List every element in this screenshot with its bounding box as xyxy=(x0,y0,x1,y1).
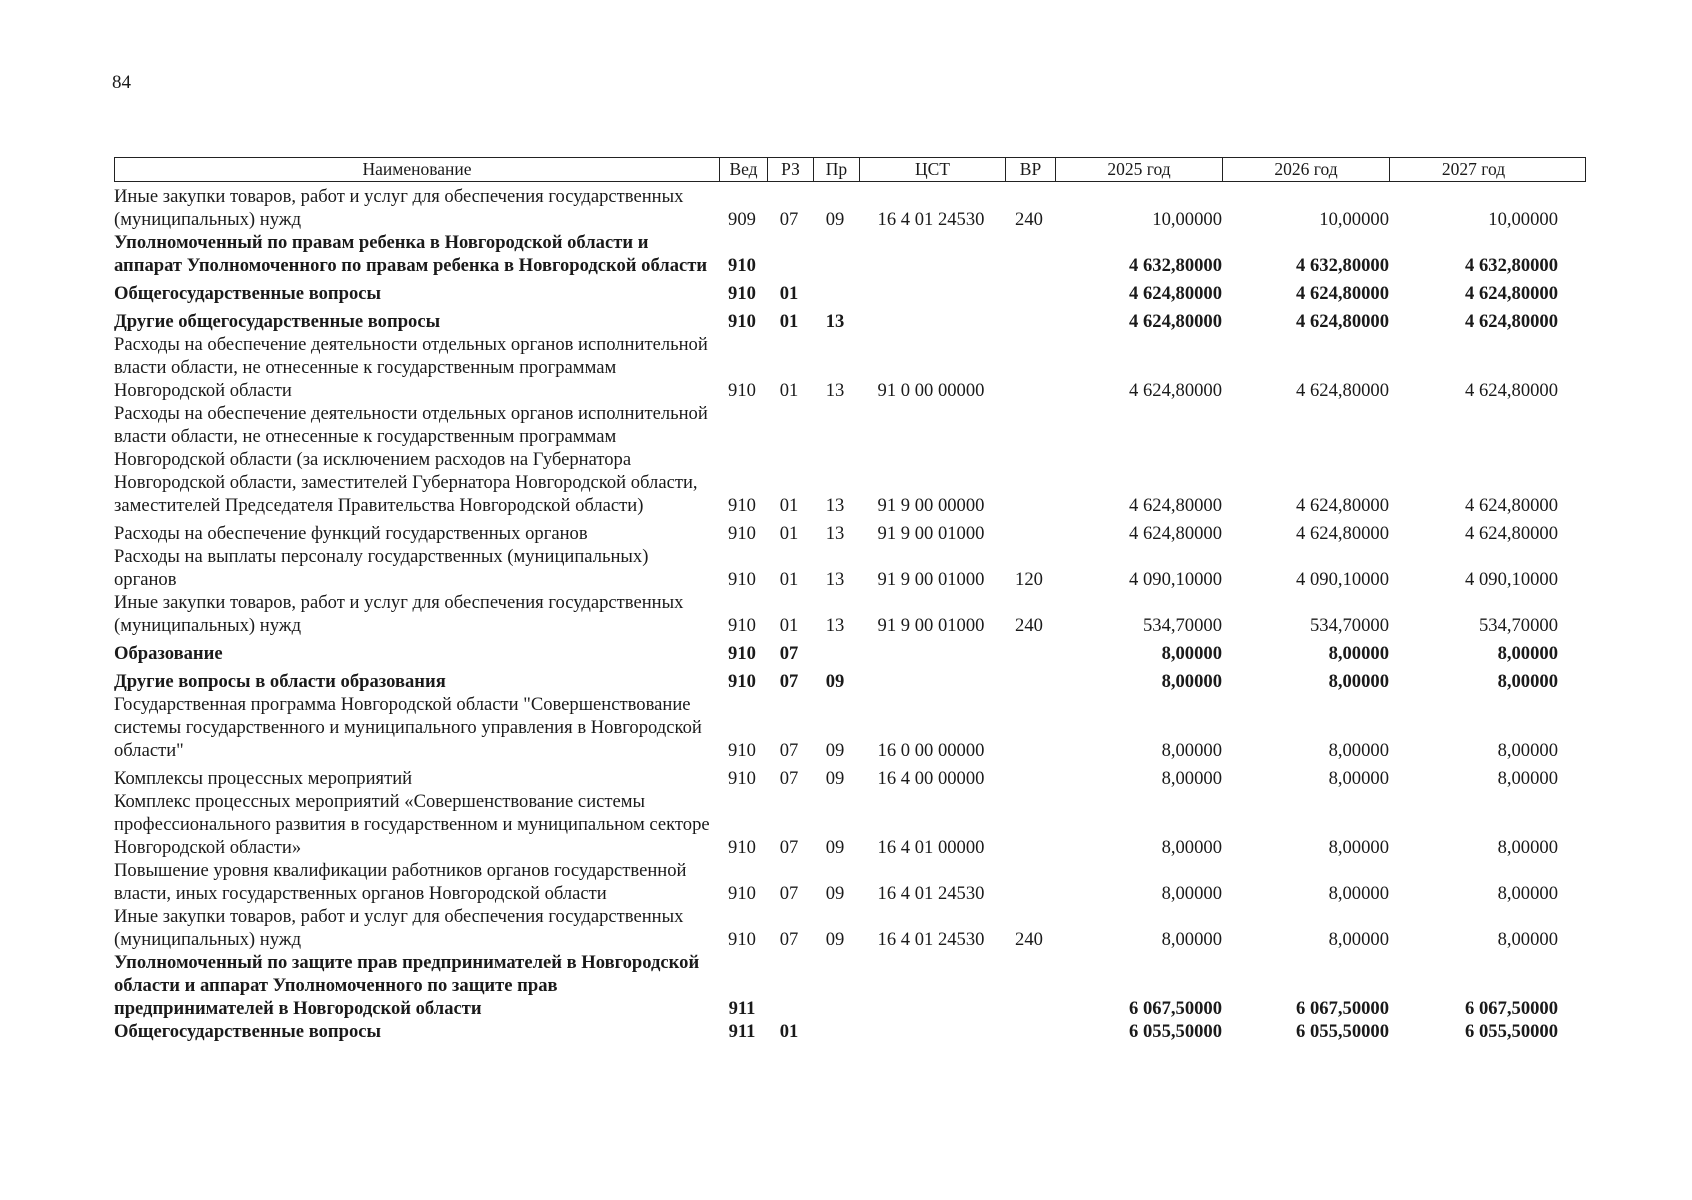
row-2027: 8,00000 xyxy=(1497,837,1558,858)
row-ved: 910 xyxy=(728,255,756,276)
row-2025: 4 624,80000 xyxy=(1129,523,1222,544)
row-2026: 8,00000 xyxy=(1328,883,1389,904)
row-ved: 910 xyxy=(728,283,756,304)
row-rz: 07 xyxy=(779,768,799,789)
row-vr: 240 xyxy=(1015,615,1043,636)
row-2027: 4 624,80000 xyxy=(1465,380,1558,401)
row-vr: 240 xyxy=(1015,209,1043,230)
row-ved: 910 xyxy=(728,740,756,761)
row-2026: 8,00000 xyxy=(1328,929,1389,950)
table-row xyxy=(114,402,1588,517)
row-name: Уполномоченный по защите прав предпринимателей в Новгородской области и аппарат Уполномоченного по защите прав предпринимателей в Новгородской области xyxy=(114,952,700,1019)
row-vr: 240 xyxy=(1015,929,1043,950)
table-row xyxy=(114,790,1588,859)
row-vr: 120 xyxy=(1015,569,1043,590)
table-body xyxy=(114,185,1588,1043)
row-name: Иные закупки товаров, работ и услуг для обеспечения государственных (муниципальных) нужд xyxy=(114,906,684,950)
table-row xyxy=(114,333,1588,402)
row-cst: 91 9 00 01000 xyxy=(877,615,985,636)
row-name: Общегосударственные вопросы xyxy=(114,283,382,304)
row-2026: 4 624,80000 xyxy=(1296,523,1389,544)
row-2025: 8,00000 xyxy=(1161,883,1222,904)
row-2027: 8,00000 xyxy=(1497,740,1558,761)
row-name: Общегосударственные вопросы xyxy=(114,1021,382,1042)
row-rz: 07 xyxy=(779,209,799,230)
row-rz: 01 xyxy=(779,523,799,544)
row-name: Другие общегосударственные вопросы xyxy=(114,311,441,332)
row-ved: 910 xyxy=(728,929,756,950)
row-ved: 910 xyxy=(728,615,756,636)
row-2025: 4 624,80000 xyxy=(1129,283,1222,304)
row-2026: 8,00000 xyxy=(1328,740,1389,761)
row-ved: 911 xyxy=(728,1021,756,1042)
table-row xyxy=(114,693,1588,762)
row-2026: 8,00000 xyxy=(1328,768,1389,789)
row-2025: 10,00000 xyxy=(1152,209,1222,230)
row-2026: 6 055,50000 xyxy=(1296,1021,1389,1042)
row-name: Комплекс процессных мероприятий «Совершенствование системы профессионального развития в государственном и муниципальном секторе Новгородской области» xyxy=(114,791,710,858)
header-rz: РЗ xyxy=(767,158,813,181)
row-name: Уполномоченный по правам ребенка в Новгородской области и аппарат Уполномоченного по правам ребенка в Новгородской области xyxy=(114,232,708,276)
row-2026: 8,00000 xyxy=(1328,643,1389,664)
row-name: Расходы на обеспечение функций государственных органов xyxy=(114,523,588,544)
row-pr: 13 xyxy=(825,495,845,516)
row-2025: 8,00000 xyxy=(1161,671,1222,692)
row-name: Повышение уровня квалификации работников органов государственной власти, иных государственных органов Новгородской области xyxy=(114,860,687,904)
row-ved: 910 xyxy=(728,768,756,789)
row-2026: 534,70000 xyxy=(1309,615,1389,636)
row-ved: 910 xyxy=(728,643,756,664)
row-2026: 10,00000 xyxy=(1319,209,1389,230)
table-header xyxy=(114,157,1586,182)
row-2026: 4 624,80000 xyxy=(1296,380,1389,401)
row-2025: 534,70000 xyxy=(1142,615,1222,636)
row-2027: 4 632,80000 xyxy=(1465,255,1558,276)
row-rz: 01 xyxy=(779,1021,799,1042)
row-2027: 8,00000 xyxy=(1497,768,1558,789)
row-cst: 16 4 01 24530 xyxy=(877,929,985,950)
row-pr: 09 xyxy=(825,768,845,789)
row-2026: 6 067,50000 xyxy=(1296,998,1389,1019)
header-pr: Пр xyxy=(813,158,859,181)
row-2027: 6 055,50000 xyxy=(1465,1021,1558,1042)
row-name: Другие вопросы в области образования xyxy=(114,671,446,692)
row-name: Иные закупки товаров, работ и услуг для обеспечения государственных (муниципальных) нужд xyxy=(114,186,684,230)
row-2026: 4 624,80000 xyxy=(1296,495,1389,516)
row-rz: 07 xyxy=(779,929,799,950)
row-name: Иные закупки товаров, работ и услуг для обеспечения государственных (муниципальных) нужд xyxy=(114,592,684,636)
row-rz: 01 xyxy=(779,569,799,590)
row-2025: 8,00000 xyxy=(1161,768,1222,789)
row-cst: 91 0 00 00000 xyxy=(877,380,985,401)
row-cst: 16 4 01 24530 xyxy=(877,209,985,230)
row-2025: 4 632,80000 xyxy=(1129,255,1222,276)
table-row xyxy=(114,859,1588,905)
row-ved: 910 xyxy=(728,523,756,544)
header-2027: 2027 год xyxy=(1389,158,1557,181)
table-row xyxy=(114,642,1588,665)
row-rz: 07 xyxy=(779,671,799,692)
header-name: Наименование xyxy=(362,158,472,179)
table-row xyxy=(114,231,1588,277)
row-2026: 4 624,80000 xyxy=(1296,311,1389,332)
row-rz: 01 xyxy=(779,380,799,401)
row-ved: 911 xyxy=(728,998,756,1019)
table-row xyxy=(114,185,1588,231)
page-number: 84 xyxy=(112,72,131,93)
row-cst: 16 4 01 24530 xyxy=(877,883,985,904)
row-2025: 8,00000 xyxy=(1161,837,1222,858)
row-ved: 910 xyxy=(728,569,756,590)
header-2025: 2025 год xyxy=(1055,158,1222,181)
row-2027: 6 067,50000 xyxy=(1465,998,1558,1019)
row-2027: 10,00000 xyxy=(1488,209,1558,230)
row-cst: 16 0 00 00000 xyxy=(877,740,985,761)
row-name: Комплексы процессных мероприятий xyxy=(114,768,413,789)
row-name: Государственная программа Новгородской области "Совершенствование системы государственного и муниципального управления в Новгородской области" xyxy=(114,694,702,761)
row-2025: 4 624,80000 xyxy=(1129,495,1222,516)
row-ved: 910 xyxy=(728,495,756,516)
row-2027: 8,00000 xyxy=(1497,643,1558,664)
row-rz: 07 xyxy=(779,837,799,858)
table-row xyxy=(114,767,1588,790)
row-2026: 8,00000 xyxy=(1328,837,1389,858)
row-pr: 09 xyxy=(825,671,845,692)
row-2027: 8,00000 xyxy=(1497,671,1558,692)
table-row xyxy=(114,545,1588,591)
row-2025: 4 090,10000 xyxy=(1129,569,1222,590)
row-2027: 4 624,80000 xyxy=(1465,311,1558,332)
row-2027: 4 624,80000 xyxy=(1465,495,1558,516)
row-2025: 4 624,80000 xyxy=(1129,380,1222,401)
row-2027: 8,00000 xyxy=(1497,929,1558,950)
row-pr: 13 xyxy=(825,569,845,590)
row-2025: 6 067,50000 xyxy=(1129,998,1222,1019)
row-pr: 09 xyxy=(825,740,845,761)
row-2025: 8,00000 xyxy=(1161,929,1222,950)
row-ved: 910 xyxy=(728,380,756,401)
row-ved: 910 xyxy=(728,311,756,332)
row-rz: 01 xyxy=(779,615,799,636)
header-2026: 2026 год xyxy=(1222,158,1389,181)
row-rz: 07 xyxy=(779,643,799,664)
row-pr: 09 xyxy=(825,209,845,230)
table-row xyxy=(114,905,1588,951)
table-row xyxy=(114,282,1588,305)
row-rz: 01 xyxy=(779,283,799,304)
row-pr: 13 xyxy=(825,523,845,544)
row-ved: 910 xyxy=(728,883,756,904)
table-row xyxy=(114,591,1588,637)
header-cst: ЦСТ xyxy=(859,158,1005,181)
row-2027: 4 624,80000 xyxy=(1465,523,1558,544)
row-cst: 91 9 00 01000 xyxy=(877,523,985,544)
table-row xyxy=(114,670,1588,693)
row-2025: 4 624,80000 xyxy=(1129,311,1222,332)
row-name: Расходы на выплаты персоналу государственных (муниципальных) органов xyxy=(114,546,649,590)
row-pr: 09 xyxy=(825,883,845,904)
row-rz: 01 xyxy=(779,495,799,516)
row-2025: 8,00000 xyxy=(1161,643,1222,664)
row-rz: 07 xyxy=(779,740,799,761)
row-pr: 09 xyxy=(825,929,845,950)
row-pr: 13 xyxy=(825,311,845,332)
row-rz: 01 xyxy=(779,311,799,332)
table-row xyxy=(114,310,1588,333)
row-2025: 8,00000 xyxy=(1161,740,1222,761)
row-2026: 4 632,80000 xyxy=(1296,255,1389,276)
row-pr: 13 xyxy=(825,380,845,401)
row-2027: 4 090,10000 xyxy=(1465,569,1558,590)
row-2026: 4 624,80000 xyxy=(1296,283,1389,304)
table-row xyxy=(114,522,1588,545)
header-ved: Вед xyxy=(719,158,767,181)
row-2025: 6 055,50000 xyxy=(1129,1021,1222,1042)
row-2026: 4 090,10000 xyxy=(1296,569,1389,590)
table-row xyxy=(114,951,1588,1020)
table-row xyxy=(114,1020,1588,1043)
row-name: Расходы на обеспечение деятельности отдельных органов исполнительной власти области, не отнесенные к государственным программам Новгородской области xyxy=(114,334,708,401)
row-2026: 8,00000 xyxy=(1328,671,1389,692)
row-ved: 909 xyxy=(728,209,756,230)
row-cst: 91 9 00 01000 xyxy=(877,569,985,590)
row-2027: 8,00000 xyxy=(1497,883,1558,904)
header-vr: ВР xyxy=(1005,158,1055,181)
row-2027: 4 624,80000 xyxy=(1465,283,1558,304)
row-pr: 09 xyxy=(825,837,845,858)
row-name: Образование xyxy=(114,643,223,664)
row-cst: 16 4 01 00000 xyxy=(877,837,985,858)
row-ved: 910 xyxy=(728,671,756,692)
row-cst: 16 4 00 00000 xyxy=(877,768,985,789)
row-pr: 13 xyxy=(825,615,845,636)
row-ved: 910 xyxy=(728,837,756,858)
row-2027: 534,70000 xyxy=(1478,615,1558,636)
row-cst: 91 9 00 00000 xyxy=(877,495,985,516)
row-rz: 07 xyxy=(779,883,799,904)
row-name: Расходы на обеспечение деятельности отдельных органов исполнительной власти области, не отнесенные к государственным программам Новгородской области (за исключением расходов на Губернатора Новгородской области, заместителей Губернатора Новгородской области, заместителей Председателя Правительства Новгородской области) xyxy=(114,403,708,516)
